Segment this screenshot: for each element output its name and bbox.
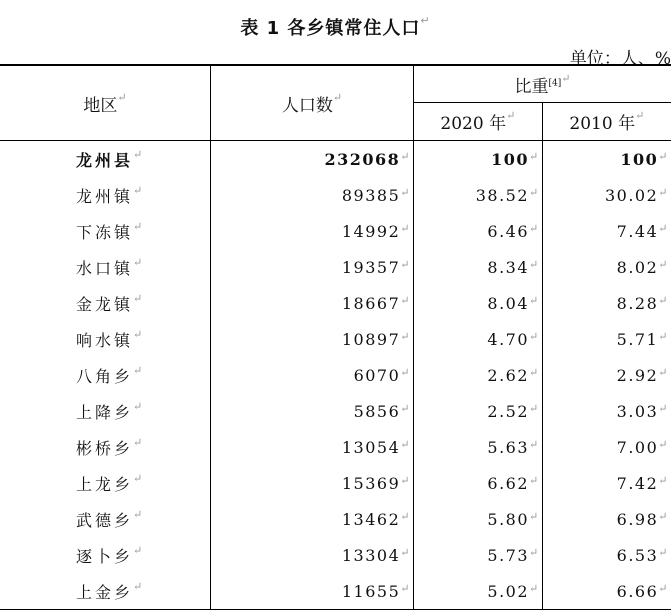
paragraph-mark-icon: ↵ <box>400 186 411 199</box>
paragraph-mark-icon: ↵ <box>529 510 540 523</box>
table-row <box>0 501 671 537</box>
cell-population <box>211 285 414 321</box>
header-share-label: 比重 <box>515 77 549 97</box>
cell-share-2010 <box>542 177 671 213</box>
paragraph-mark-icon: ↵ <box>506 109 515 122</box>
cell-name <box>0 429 211 465</box>
cell-value: 龙州镇 <box>76 187 133 206</box>
cell-name <box>0 465 211 501</box>
cell-value: 8.02 <box>617 258 659 277</box>
paragraph-mark-icon: ↵ <box>400 510 411 523</box>
cell-share-2020 <box>414 357 543 393</box>
paragraph-mark-icon: ↵ <box>529 150 540 163</box>
header-population <box>211 65 414 141</box>
table-row <box>0 213 671 249</box>
cell-value: 89385 <box>342 186 400 205</box>
cell-population <box>211 429 414 465</box>
table-row <box>0 573 671 610</box>
cell-value: 19357 <box>342 258 400 277</box>
paragraph-mark-icon: ↵ <box>133 364 145 377</box>
cell-value: 5.63 <box>487 438 529 457</box>
cell-value: 金龙镇 <box>76 295 133 314</box>
unit-label: 单位：人、% <box>570 44 671 69</box>
paragraph-mark-icon: ↵ <box>658 294 669 307</box>
table-row <box>0 429 671 465</box>
paragraph-mark-icon: ↵ <box>658 186 669 199</box>
paragraph-mark-icon: ↵ <box>133 184 145 197</box>
cell-share-2010 <box>542 285 671 321</box>
cell-share-2010 <box>542 393 671 429</box>
cell-share-2010 <box>542 537 671 573</box>
table-body <box>0 141 671 610</box>
paragraph-mark-icon: ↵ <box>400 582 411 595</box>
cell-value: 38.52 <box>476 186 529 205</box>
cell-share-2010 <box>542 249 671 285</box>
cell-value: 6070 <box>354 366 401 385</box>
table-row <box>0 177 671 213</box>
header-share <box>414 65 671 103</box>
paragraph-mark-icon: ↵ <box>400 294 411 307</box>
cell-value: 下冻镇 <box>76 223 133 242</box>
paragraph-mark-icon: ↵ <box>133 436 145 449</box>
cell-value: 水口镇 <box>76 259 133 278</box>
paragraph-mark-icon: ↵ <box>529 546 540 559</box>
paragraph-mark-icon: ↵ <box>529 402 540 415</box>
paragraph-mark-icon: ↵ <box>529 294 540 307</box>
cell-value: 6.53 <box>617 546 659 565</box>
paragraph-mark-icon: ↵ <box>529 474 540 487</box>
paragraph-mark-icon: ↵ <box>658 510 669 523</box>
table-row <box>0 141 671 178</box>
cell-value: 11655 <box>342 582 400 601</box>
paragraph-mark-icon: ↵ <box>635 109 644 122</box>
paragraph-mark-icon: ↵ <box>658 366 669 379</box>
paragraph-mark-icon: ↵ <box>658 474 669 487</box>
cell-share-2020 <box>414 537 543 573</box>
cell-name <box>0 537 211 573</box>
cell-value: 6.62 <box>487 474 529 493</box>
cell-value: 7.44 <box>617 222 659 241</box>
paragraph-mark-icon: ↵ <box>400 474 411 487</box>
paragraph-mark-icon: ↵ <box>529 186 540 199</box>
header-region <box>0 65 211 141</box>
cell-value: 上龙乡 <box>76 475 133 494</box>
paragraph-mark-icon: ↵ <box>529 582 540 595</box>
cell-value: 6.66 <box>617 582 659 601</box>
cell-value: 上金乡 <box>76 583 133 602</box>
paragraph-mark-icon: ↵ <box>133 508 145 521</box>
paragraph-mark-icon: ↵ <box>400 258 411 271</box>
cell-value: 5.73 <box>487 546 529 565</box>
cell-value: 8.28 <box>617 294 659 313</box>
cell-population <box>211 357 414 393</box>
cell-value: 2.62 <box>487 366 529 385</box>
paragraph-mark-icon: ↵ <box>529 258 540 271</box>
cell-value: 232068 <box>324 150 400 169</box>
cell-share-2020 <box>414 501 543 537</box>
paragraph-mark-icon: ↵ <box>658 150 669 163</box>
paragraph-mark-icon: ↵ <box>658 546 669 559</box>
cell-name <box>0 213 211 249</box>
paragraph-mark-icon: ↵ <box>400 150 411 163</box>
cell-value: 14992 <box>342 222 400 241</box>
paragraph-mark-icon: ↵ <box>529 366 540 379</box>
cell-value: 彬桥乡 <box>76 439 133 458</box>
header-year-2020 <box>414 103 543 141</box>
cell-value: 龙州县 <box>76 151 133 170</box>
paragraph-mark-icon: ↵ <box>658 222 669 235</box>
paragraph-mark-icon: ↵ <box>658 438 669 451</box>
paragraph-mark-icon: ↵ <box>529 438 540 451</box>
paragraph-mark-icon: ↵ <box>529 222 540 235</box>
cell-value: 100 <box>491 150 529 169</box>
paragraph-mark-icon: ↵ <box>561 72 570 85</box>
cell-value: 18667 <box>342 294 400 313</box>
table-row <box>0 321 671 357</box>
paragraph-mark-icon: ↵ <box>133 148 145 161</box>
cell-share-2020 <box>414 465 543 501</box>
cell-population <box>211 537 414 573</box>
cell-name <box>0 141 211 178</box>
cell-value: 100 <box>620 150 658 169</box>
paragraph-mark-icon: ↵ <box>400 330 411 343</box>
table-row <box>0 537 671 573</box>
paragraph-mark-icon: ↵ <box>400 402 411 415</box>
cell-value: 10897 <box>342 330 400 349</box>
cell-population <box>211 141 414 178</box>
cell-value: 15369 <box>342 474 400 493</box>
cell-share-2010 <box>542 141 671 178</box>
cell-share-2020 <box>414 213 543 249</box>
paragraph-mark-icon: ↵ <box>658 258 669 271</box>
paragraph-mark-icon: ↵ <box>333 91 342 104</box>
cell-value: 6.98 <box>617 510 659 529</box>
cell-share-2020 <box>414 321 543 357</box>
cell-name <box>0 249 211 285</box>
paragraph-mark-icon: ↵ <box>133 472 145 485</box>
population-table <box>0 64 671 610</box>
paragraph-mark-icon: ↵ <box>400 438 411 451</box>
paragraph-mark-icon: ↵ <box>133 544 145 557</box>
paragraph-mark-icon: ↵ <box>658 330 669 343</box>
cell-value: 3.03 <box>617 402 659 421</box>
cell-value: 5.02 <box>487 582 529 601</box>
paragraph-mark-icon: ↵ <box>133 256 145 269</box>
cell-name <box>0 501 211 537</box>
cell-share-2010 <box>542 321 671 357</box>
paragraph-mark-icon: ↵ <box>400 222 411 235</box>
table-row <box>0 393 671 429</box>
cell-share-2020 <box>414 573 543 610</box>
cell-population <box>211 573 414 610</box>
cell-value: 7.00 <box>617 438 659 457</box>
cell-share-2010 <box>542 213 671 249</box>
paragraph-mark-icon: ↵ <box>133 220 145 233</box>
paragraph-mark-icon: ↵ <box>133 292 145 305</box>
cell-value: 响水镇 <box>76 331 133 350</box>
cell-name <box>0 285 211 321</box>
paragraph-mark-icon: ↵ <box>133 580 145 593</box>
cell-share-2010 <box>542 465 671 501</box>
cell-share-2020 <box>414 177 543 213</box>
header-year-2010-label: 2010 年 <box>569 114 635 134</box>
cell-share-2020 <box>414 249 543 285</box>
header-year-2010 <box>542 103 671 141</box>
paragraph-mark-icon: ↵ <box>529 330 540 343</box>
cell-value: 5.80 <box>487 510 529 529</box>
cell-share-2020 <box>414 393 543 429</box>
cell-value: 30.02 <box>605 186 658 205</box>
cell-share-2010 <box>542 501 671 537</box>
table-row <box>0 249 671 285</box>
header-region-label: 地区 <box>83 96 117 116</box>
cell-population <box>211 177 414 213</box>
cell-share-2020 <box>414 429 543 465</box>
paragraph-mark-icon: ↵ <box>133 328 145 341</box>
cell-population <box>211 249 414 285</box>
cell-population <box>211 321 414 357</box>
cell-value: 13462 <box>342 510 400 529</box>
cell-value: 13054 <box>342 438 400 457</box>
cell-share-2010 <box>542 573 671 610</box>
cell-population <box>211 393 414 429</box>
table-title <box>0 14 671 40</box>
cell-value: 2.52 <box>487 402 529 421</box>
cell-value: 7.42 <box>617 474 659 493</box>
cell-name <box>0 573 211 610</box>
cell-value: 8.04 <box>487 294 529 313</box>
paragraph-mark-icon: ↵ <box>400 546 411 559</box>
cell-value: 八角乡 <box>76 367 133 386</box>
cell-value: 武德乡 <box>76 511 133 530</box>
header-share-note: [4] <box>549 78 562 88</box>
cell-share-2010 <box>542 429 671 465</box>
cell-population <box>211 501 414 537</box>
cell-share-2020 <box>414 285 543 321</box>
cell-value: 2.92 <box>617 366 659 385</box>
cell-share-2010 <box>542 357 671 393</box>
cell-name <box>0 321 211 357</box>
paragraph-mark-icon: ↵ <box>658 402 669 415</box>
paragraph-mark-icon: ↵ <box>420 14 430 27</box>
cell-name <box>0 177 211 213</box>
table-title-text: 表 1 各乡镇常住人口 <box>240 18 420 39</box>
cell-value: 4.70 <box>487 330 529 349</box>
cell-value: 13304 <box>342 546 400 565</box>
table-row <box>0 357 671 393</box>
cell-population <box>211 213 414 249</box>
cell-value: 6.46 <box>487 222 529 241</box>
cell-value: 逐卜乡 <box>76 547 133 566</box>
cell-name <box>0 393 211 429</box>
paragraph-mark-icon: ↵ <box>658 582 669 595</box>
header-year-2020-label: 2020 年 <box>440 114 506 134</box>
paragraph-mark-icon: ↵ <box>133 400 145 413</box>
cell-share-2020 <box>414 141 543 178</box>
table-row <box>0 285 671 321</box>
cell-population <box>211 465 414 501</box>
cell-value: 8.34 <box>487 258 529 277</box>
paragraph-mark-icon: ↵ <box>117 91 126 104</box>
cell-value: 5.71 <box>617 330 659 349</box>
cell-value: 上降乡 <box>76 403 133 422</box>
cell-value: 5856 <box>354 402 401 421</box>
header-population-label: 人口数 <box>282 96 333 116</box>
table-row <box>0 465 671 501</box>
paragraph-mark-icon: ↵ <box>400 366 411 379</box>
cell-name <box>0 357 211 393</box>
